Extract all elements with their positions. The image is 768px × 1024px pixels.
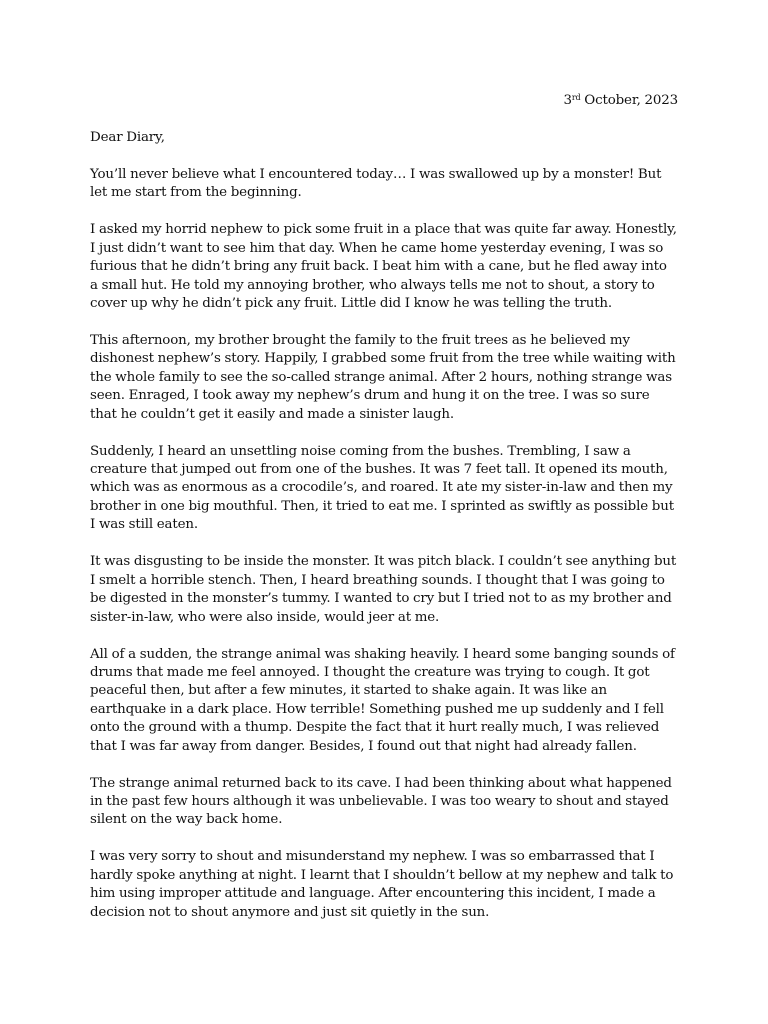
paragraph-1: You’ll never believe what I encountered today… I was swallowed up by a monster! But let me start from the beginning.	[90, 167, 662, 201]
date-month-year: October, 2023	[580, 93, 678, 108]
diary-body	[90, 129, 678, 941]
paragraph-7: The strange animal returned back to its cave. I had been thinking about what happened in the past few hours although it was unbelievable. I was too weary to shout and stayed silent on the way back home.	[90, 775, 672, 828]
paragraph-4: Suddenly, I heard an unsettling noise coming from the bushes. Trembling, I saw a creature that jumped out from one of the bushes. It was 7 feet tall. It opened its mouth, which was as enormous as a crocodile’s, and roared. It ate my sister-in-law and then my brother in one big mouthful. Then, it tried to eat me. I sprinted as swiftly as possible but I was still eaten.	[90, 443, 674, 533]
paragraph-2: I asked my horrid nephew to pick some fruit in a place that was quite far away. Honestly, I just didn’t want to see him that day. When he came home yesterday evening, I was so furious that he didn’t bring any fruit back. I beat him with a cane, but he fled away into a small hut. He told my annoying brother, who always tells me not to shout, a story to cover up why he didn’t pick any fruit. Little did I know he was telling the truth.	[90, 222, 677, 312]
paragraph-5: It was disgusting to be inside the monster. It was pitch black. I couldn’t see anything but I smelt a horrible stench. Then, I heard breathing sounds. I thought that I was going to be digested in the monster’s tummy. I wanted to cry but I tried not to as my brother and sister-in-law, who were also inside, would jeer at me.	[90, 554, 677, 625]
diary-date	[563, 92, 678, 110]
paragraph-3: This afternoon, my brother brought the family to the fruit trees as he believed my dishonest nephew’s story. Happily, I grabbed some fruit from the tree while waiting with the whole family to see the so-called strange animal. After 2 hours, nothing strange was seen. Enraged, I took away my nephew’s drum and hung it on the tree. I was so sure that he couldn’t get it easily and made a sinister laugh.	[90, 333, 676, 422]
date-day: 3	[563, 93, 572, 108]
date-ordinal-suffix: rd	[571, 92, 581, 102]
greeting: Dear Diary,	[90, 130, 165, 145]
paragraph-6: All of a sudden, the strange animal was shaking heavily. I heard some banging sounds of drums that made me feel annoyed. I thought the creature was trying to cough. It got peaceful then, but after a few minutes, it started to shake again. It was like an earthquake in a dark place. How terrible! Something pushed me up suddenly and I fell onto the ground with a thump. Despite the fact that it hurt really much, I was relieved that I was far away from danger. Besides, I found out that night had already fallen.	[90, 646, 675, 754]
paragraph-8: I was very sorry to shout and misunderstand my nephew. I was so embarrassed that I hardly spoke anything at night. I learnt that I shouldn’t bellow at my nephew and talk to him using improper attitude and language. After encountering this incident, I made a decision not to shout anymore and just sit quietly in the sun.	[90, 849, 674, 920]
